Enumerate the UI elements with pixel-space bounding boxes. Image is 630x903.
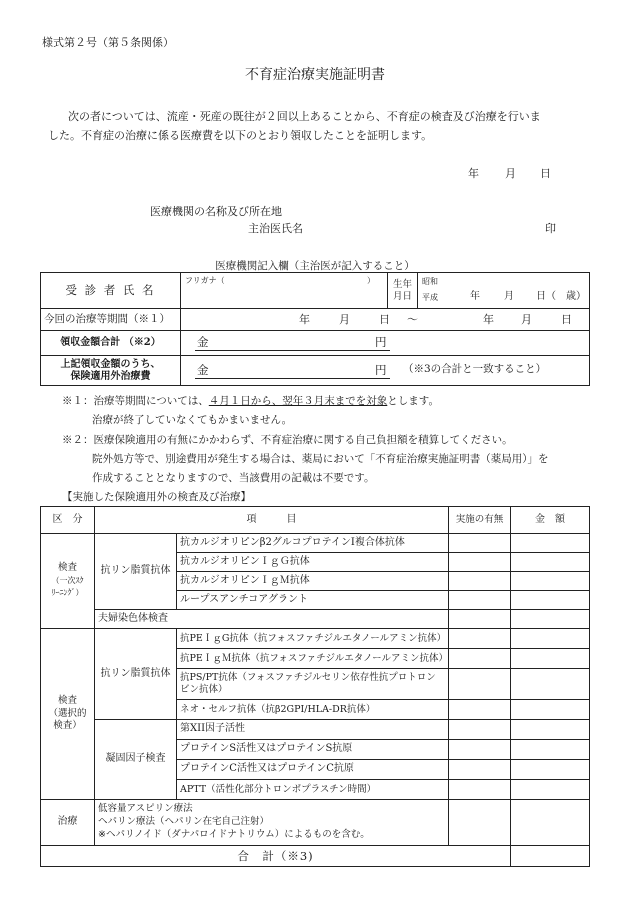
header-item: 項 目	[95, 507, 449, 534]
screening-item: 抗カルジオリピンβ2グルコプロテインI複合体抗体	[177, 534, 449, 553]
note-2-line-1: ※２：医療保険適用の有無にかかわらず、不育症治療に関する自己負担額を積算してください。	[62, 434, 513, 446]
birth-month: 月	[504, 291, 514, 302]
selective-label-3: 検査）	[53, 720, 82, 732]
selective-item	[177, 669, 449, 700]
treatment-item-1: 低容量アスピリン療法	[98, 803, 193, 815]
done-cell[interactable]	[449, 649, 511, 669]
uninsured-label	[41, 356, 181, 386]
birth-date-field[interactable]	[418, 273, 590, 309]
patient-name-label: 受 診 者 氏 名	[41, 273, 181, 309]
screening-antiphospholipid-label: 抗リン脂質抗体	[95, 534, 177, 610]
done-cell[interactable]	[449, 610, 511, 629]
date-year: 年	[468, 167, 479, 180]
done-cell[interactable]	[449, 534, 511, 553]
date-day: 日	[540, 167, 551, 180]
grand-total-label: 合 計（※3)	[41, 846, 511, 867]
birth-day: 日（	[536, 291, 556, 302]
amount-cell[interactable]	[511, 610, 590, 629]
done-cell[interactable]	[449, 720, 511, 740]
amount-cell[interactable]	[511, 629, 590, 649]
note-1-underlined: ４月１日から、翌年３月末までを対象	[208, 395, 388, 407]
period-label: 今回の治療等期間（※１）	[41, 309, 181, 331]
uninsured-yen-suffix: 円	[375, 363, 387, 377]
selective-label-2: （選択的	[48, 707, 87, 719]
done-cell[interactable]	[449, 700, 511, 720]
treatment-item-2: ヘパリン療法（ヘパリン在宅自己注射）	[98, 816, 270, 828]
selective-item-line-2: ビン抗体）	[180, 684, 228, 695]
coagulation-item: プロテインS活性又はプロテインS抗原	[177, 740, 449, 760]
patient-info-table	[40, 272, 590, 386]
amount-cell[interactable]	[511, 572, 590, 591]
age: 歳）	[566, 291, 586, 302]
done-cell[interactable]	[449, 591, 511, 610]
amount-cell[interactable]	[511, 553, 590, 572]
amount-cell[interactable]	[511, 649, 590, 669]
period-field[interactable]	[181, 309, 590, 331]
screening-label-2: （一次ｽｸ	[51, 575, 84, 585]
total-yen-prefix: 金	[197, 335, 209, 349]
tests-table	[40, 506, 590, 867]
period-month: 月	[339, 313, 350, 326]
total-amount-line	[195, 336, 390, 351]
total-amount-field[interactable]	[181, 331, 590, 356]
screening-item: 抗カルジオリピンＩｇＧ抗体	[177, 553, 449, 572]
done-cell[interactable]	[449, 553, 511, 572]
screening-item: 抗カルジオリピンＩｇＭ抗体	[177, 572, 449, 591]
selective-label-1: 検査	[57, 695, 77, 707]
birth-year: 年	[470, 291, 480, 302]
done-cell[interactable]	[449, 572, 511, 591]
coagulation-item: プロテインC活性又はプロテインC抗原	[177, 760, 449, 780]
doctor-label: 主治医氏名	[248, 222, 303, 235]
uninsured-amount-field[interactable]	[181, 356, 590, 386]
uninsured-label-2: 保険適用外治療費	[70, 370, 151, 382]
note-1-prefix: ※１：治療等期間については、	[62, 395, 209, 407]
institution-label: 医療機関の名称及び所在地	[150, 205, 282, 218]
header-category: 区 分	[41, 507, 95, 534]
era-heisei: 平成	[422, 293, 438, 302]
selective-item: 抗PEＩｇG抗体（抗フォスファチジルエタノールアミン抗体）	[177, 629, 449, 649]
done-cell[interactable]	[449, 800, 511, 846]
uninsured-amount-line	[195, 364, 390, 379]
amount-cell[interactable]	[511, 700, 590, 720]
birth-label-1: 生年	[392, 278, 412, 290]
done-cell[interactable]	[449, 760, 511, 780]
amount-cell[interactable]	[511, 740, 590, 760]
table2-heading: 【実施した保険適用外の検査及び治療】	[62, 491, 251, 503]
amount-cell[interactable]	[511, 720, 590, 740]
birth-label-2: 月日	[392, 290, 412, 302]
treatment-item-3: ※ヘパリノイド（ダナパロイドナトリウム）によるものを含む。	[98, 828, 370, 840]
furigana-label: フリガナ（	[185, 276, 225, 285]
header-done: 実施の有無	[449, 507, 511, 534]
header-amount: 金 額	[511, 507, 590, 534]
screening-label-3: ﾘｰﾆﾝｸﾞ）	[51, 588, 84, 598]
era-showa: 昭和	[422, 277, 438, 286]
karyotype-item: 夫婦染色体検査	[95, 610, 449, 629]
page-title: 不育症治療実施証明書	[245, 67, 385, 83]
period-year: 年	[299, 313, 310, 326]
selective-antiphospholipid-label: 抗リン脂質抗体	[95, 629, 177, 720]
done-cell[interactable]	[449, 669, 511, 700]
coagulation-label: 凝固因子検査	[95, 720, 177, 800]
period-month-2: 月	[521, 313, 532, 326]
amount-cell[interactable]	[511, 591, 590, 610]
screening-label-1: 検査	[57, 562, 77, 574]
screening-item: ループスアンチコアグラント	[177, 591, 449, 610]
uninsured-label-1: 上記領収金額のうち、	[60, 358, 161, 370]
coagulation-item: 第XII因子活性	[177, 720, 449, 740]
intro-line-2: した。不育症の治療に係る医療費を以下のとおり領収したことを証明します。	[48, 129, 433, 142]
treatment-label: 治療	[41, 800, 95, 846]
amount-cell[interactable]	[511, 780, 590, 800]
total-label: 領収金額合計 （※2）	[41, 331, 181, 356]
selective-item-line-1: 抗PS/PT抗体（フォスファチジルセリン依存性抗プロトロン	[180, 671, 436, 683]
uninsured-yen-prefix: 金	[197, 363, 209, 377]
total-yen-suffix: 円	[375, 335, 387, 349]
period-day-2: 日	[561, 313, 572, 326]
note-1-suffix: とします。	[387, 395, 439, 407]
period-day: 日	[379, 313, 390, 326]
amount-cell[interactable]	[511, 800, 590, 846]
note-2-line-2: 院外処方等で、別途費用が発生する場合は、薬局において「不育症治療実施証明書（薬局用）」を	[92, 453, 549, 465]
screening-label	[41, 534, 95, 629]
done-cell[interactable]	[449, 740, 511, 760]
furigana-close: ）	[367, 276, 375, 285]
selective-label	[41, 629, 95, 800]
treatment-items	[95, 800, 449, 846]
table1-heading: 医療機関記入欄（主治医が記入すること）	[215, 260, 415, 272]
selective-item: 抗PEＩｇＭ抗体（抗フォスファチジルエタノールアミン抗体）	[177, 649, 449, 669]
note-1-line-1	[62, 393, 439, 408]
period-year-2: 年	[483, 313, 494, 326]
done-cell[interactable]	[449, 780, 511, 800]
note-1-line-2: 治療が終了していなくてもかまいません。	[92, 414, 293, 426]
intro-line-1: 次の者については、流産・死産の既往が２回以上あることから、不育症の検査及び治療を行いま	[68, 110, 541, 123]
coagulation-item: APTT（活性化部分トロンボプラスチン時間）	[177, 780, 449, 800]
period-tilde: ～	[407, 313, 418, 326]
note-2-line-3: 作成することとなりますので、当該費用の記載は不要です。	[92, 472, 375, 484]
selective-item: ネオ・セルフ抗体（抗β2GPI/HLA-DR抗体）	[177, 700, 449, 720]
date-month: 月	[505, 167, 516, 180]
amount-cell[interactable]	[511, 760, 590, 780]
form-number: 様式第２号（第５条関係）	[42, 36, 174, 49]
birth-label	[388, 273, 418, 309]
uninsured-note: （※3の合計と一致すること）	[403, 363, 547, 375]
amount-cell[interactable]	[511, 669, 590, 700]
patient-name-field[interactable]	[181, 273, 388, 309]
grand-total-amount[interactable]	[511, 846, 590, 867]
done-cell[interactable]	[449, 629, 511, 649]
seal-mark: 印	[545, 222, 556, 235]
amount-cell[interactable]	[511, 534, 590, 553]
